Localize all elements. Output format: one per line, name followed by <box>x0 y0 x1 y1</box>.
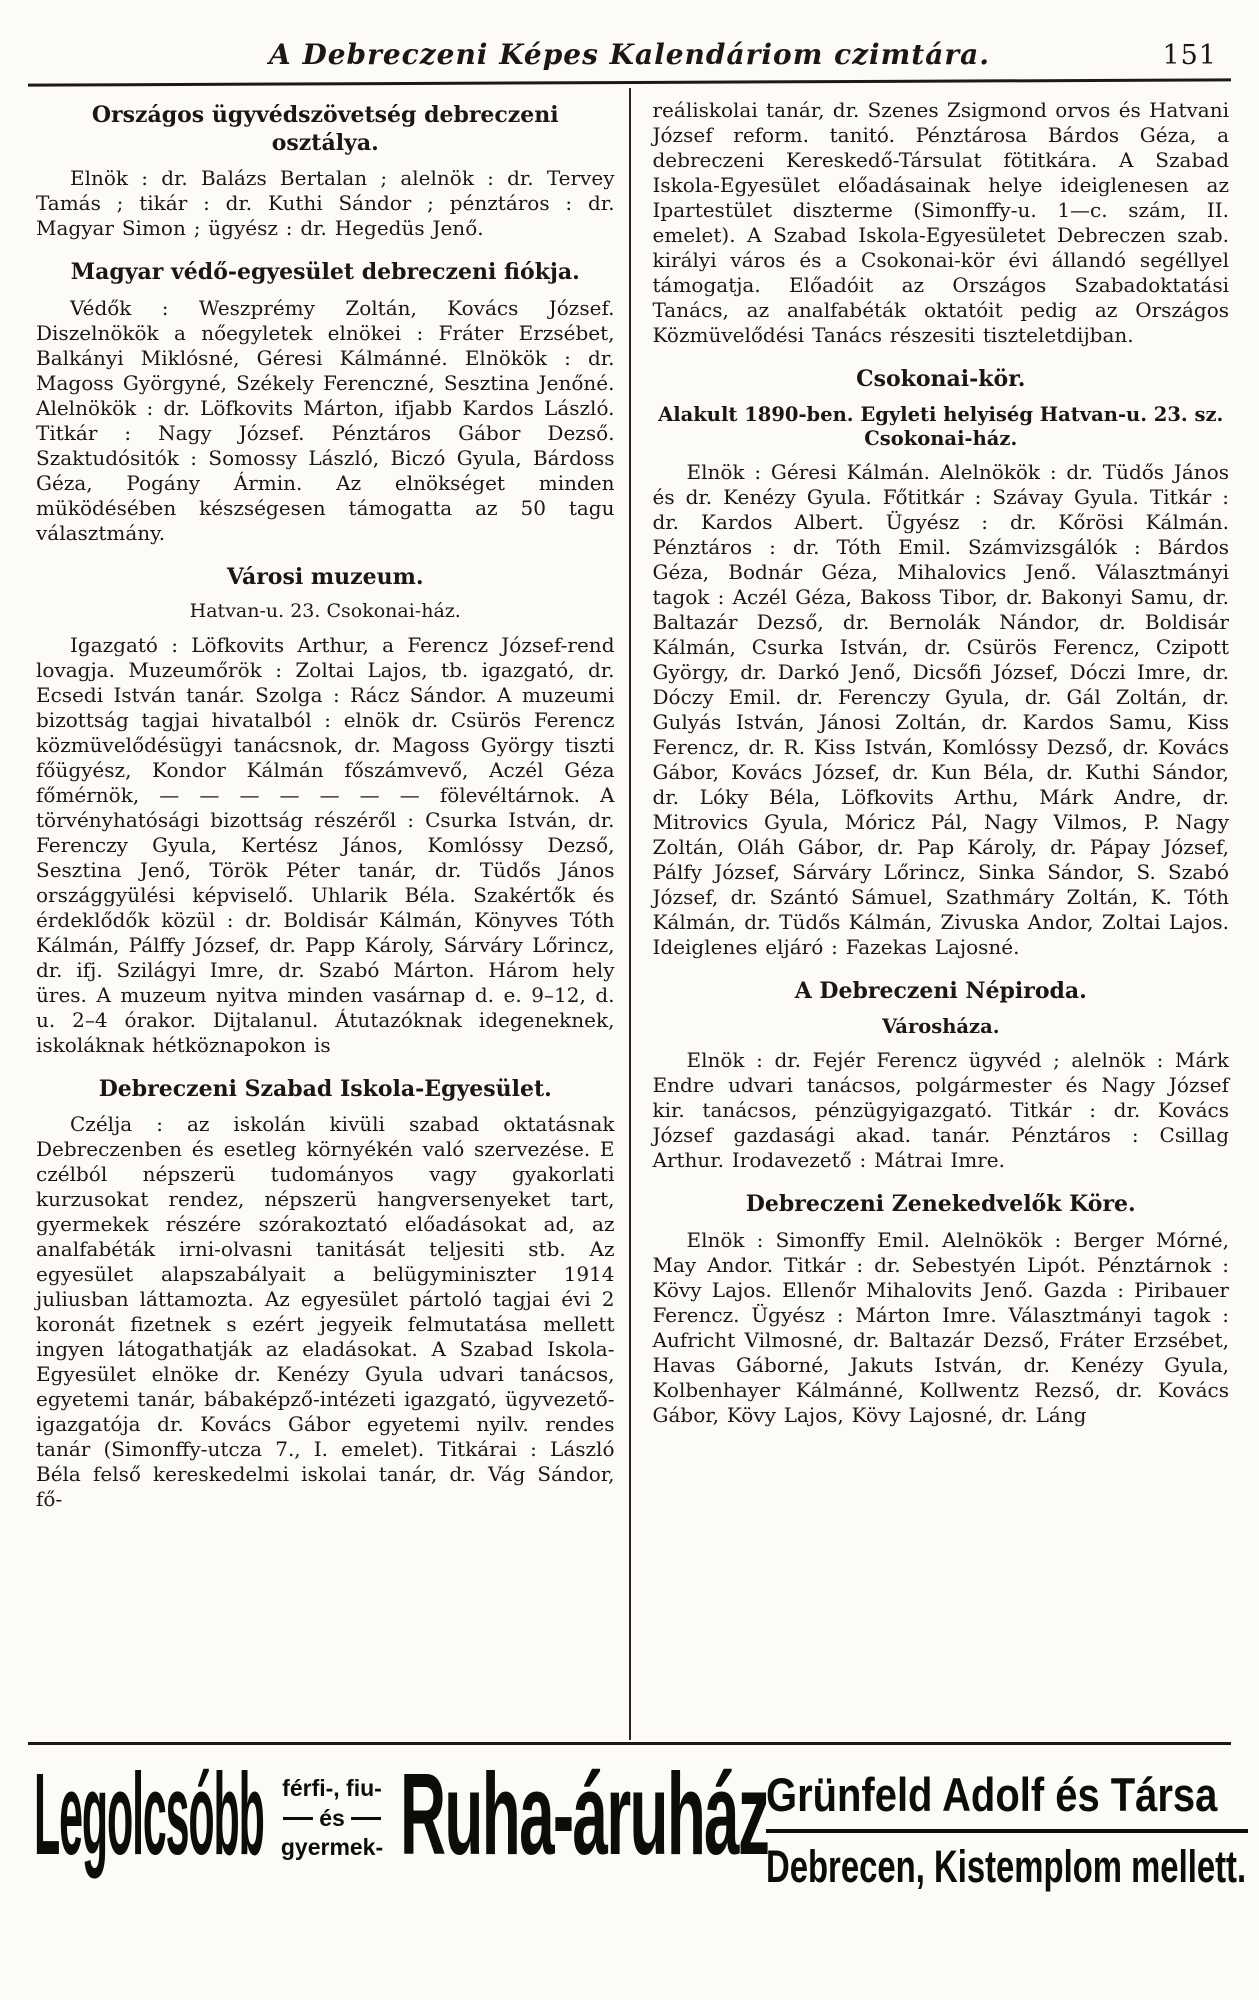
section-ugyvedszovetseg <box>36 102 615 241</box>
section-vedo-egyesulet <box>36 259 615 546</box>
section-csokonai-kor <box>653 366 1230 960</box>
section-szabad-iskola-continuation <box>653 98 1230 348</box>
section-subtitle: Alakult 1890-ben. Egyleti helyiség Hatvan-u. 23. sz. Csokonai-ház. <box>658 402 1224 450</box>
section-heading: Országos ügyvédszövetség debreczeni osztálya. <box>91 102 559 156</box>
section-paragraph: Elnök : dr. Balázs Bertalan ; alelnök : dr. Tervey Tamás ; tikár : dr. Kuthi Sándor ; pénztáros : dr. Magyar Simon ; ügyész : dr. Hegedüs Jenő. <box>36 166 615 240</box>
section-varosi-muzeum <box>36 564 615 1058</box>
left-column <box>28 88 629 1740</box>
section-heading: Magyar védő-egyesület debreczeni fiókja. <box>70 259 580 285</box>
header-rule <box>28 78 1231 86</box>
ad-mid-and: és <box>319 1804 345 1831</box>
section-paragraph: Elnök : Géresi Kálmán. Alelnökök : dr. Tüdős János és dr. Kenézy Gyula. Főtitkár : Szávay Gyula. Titkár : dr. Kardos Albert. Ügyész : dr. Kőrösi Kálmán. Pénztáros : dr. Tóth Emil. Számvizsgálók : Bárdos Géza, Bodnár Géza, Mihalovics Jenő. Választmányi tagok : Aczél Géza, Bakoss Tibor, dr. Bakonyi Samu, dr. Baltazár Dezső, dr. Bernolák Nándor, dr. Boldisár Kálmán, Csurka István, dr. Csürös Ferencz, Czipott György, dr. Darkó Jenő, Dicsőfi József, Dóczi Imre, dr. Dóczy Emil. dr. Ferenczy Gyula, dr. Gál Zoltán, dr. Gulyás István, Jánosi Zoltán, dr. Kardos Samu, Kiss Ferencz, dr. R. Kiss István, Komlóssy Dezső, dr. Kovács Gábor, Kovács József, dr. Kun Béla, dr. Kuthi Sándor, dr. Lóky Béla, Löfkovits Arthu, Márk Andre, dr. Mitrovics Gyula, Móricz Pál, Nagy Vilmos, P. Nagy Zoltán, Oláh Gábor, dr. Pap Károly, dr. Pápay József, Pálfy József, Sárváry Lőrincz, Sinka Sándor, S. Szabó József, dr. Szántó Sámuel, Szathmáry Zoltán, K. Tóth Kálmán, dr. Tüdős Kálmán, Zivuska Andor, Zoltai Lajos. Ideiglenes eljáró : Fazekas Lajosné. <box>652 460 1229 960</box>
ad-company-block <box>766 1767 1248 1893</box>
section-heading: Debreczeni Zenekedvelők Köre. <box>745 1191 1136 1218</box>
two-column-body <box>28 88 1231 1740</box>
ad-company-name: Grünfeld Adolf és Társa <box>766 1768 1218 1821</box>
section-subtitle: Hatvan-u. 23. Csokonai-ház. <box>189 600 461 622</box>
ad-mid-bottom: gyermek- <box>280 1834 384 1861</box>
section-paragraph: reáliskolai tanár, dr. Szenes Zsigmond orvos és Hatvani József reform. tanitó. Pénztárosa Bárdos Géza, a debreczeni Kereskedő-Társulat fötitkára. A Szabad Iskola-Egyesület előadásainak helye ideiglenesen az Ipartestület diszterme (Simonffy-u. 1—c. szám, II. emelet). A Szabad Iskola-Egyesületet Debreczen szab. királyi város és a Csokonai-kör évi állandó segéllyel támogatja. Előadóit az Országos Szabadoktatási Tanács, az analfabéták oktatóit pedig az Országos Közmüvelődési Tanács részesiti tiszteletdijban. <box>652 98 1229 347</box>
section-nepiroda <box>653 978 1230 1173</box>
ad-word-ruha-aruhaz: Ruha-áruház <box>400 1749 769 1879</box>
section-heading: A Debreczeni Népiroda. <box>794 978 1087 1005</box>
section-heading: Debreczeni Szabad Iskola-Egyesület. <box>98 1075 552 1102</box>
section-paragraph: Igazgató : Löfkovits Arthur, a Ferencz József-rend lovagja. Muzeumőrök : Zoltai Lajos, tb. igazgató, dr. Ecsedi István tanár. Szolga : Rácz Sándor. A muzeumi bizottság tagjai hivatalból : elnök dr. Csürös Ferencz közmüvelődésügyi tanácsnok, dr. Magoss György tiszti főügyész, Kondor Kálmán főszámvevő, Aczél Géza főmérnök, — — — — — — — fölevéltárnok. A törvényhatósági bizottság részéről : Csurka István, dr. Ferenczy Gyula, Kertész János, Komlóssy Dezső, Sesztina Jenő, Török Péter tanár, dr. Tüdős János országgyülési képviselő. Uhlarik Béla. Szakértők és érdeklődők közül : dr. Boldisár Kálmán, Könyves Tóth Kálmán, Pálffy József, dr. Papp Károly, Sárváry Lőrincz, dr. ifj. Szilágyi Imre, dr. Szabó Márton. Három hely üres. A muzeum nyitva minden vasárnap d. e. 9–12, d. u. 2–4 órakor. Dijtalanul. Átutazóknak idegeneknek, iskoláknak hétköznapokon is <box>36 632 615 1057</box>
right-column <box>631 88 1232 1740</box>
advertisement-banner <box>28 1745 1247 1970</box>
section-heading: Csokonai-kör. <box>856 366 1026 392</box>
section-szabad-iskola <box>36 1076 615 1513</box>
section-paragraph: Elnök : dr. Fejér Ferencz ügyvéd ; alelnök : Márk Endre udvari tanácsos, polgármester és Nagy József kir. tanácsos, pénzügyigazgató. Titkár : dr. Kovács József gazdasági akad. tanár. Pénztáros : Csillag Arthur. Irodavezető : Mátrai Imre. <box>652 1048 1229 1173</box>
ad-underline-rule <box>766 1829 1248 1833</box>
section-subtitle: Városháza. <box>881 1014 1000 1038</box>
ad-mid-top: férfi-, fiu- <box>282 1775 382 1801</box>
running-title: A Debreczeni Képes Kalendáriom czimtára. <box>268 38 991 71</box>
dash-rule <box>283 1817 313 1820</box>
dash-rule <box>351 1817 381 1820</box>
section-paragraph: Elnök : Simonffy Emil. Alelnökök : Berger Mórné, May Andor. Titkár : dr. Sebestyén Lipót. Pénztárnok : Kövy Lajos. Ellenőr Mihalovits Jenő. Gazda : Piribauer Ferencz. Ügyész : Márton Imre. Választmányi tagok : Aufricht Vilmosné, dr. Baltazár Dezső, Fráter Erzsébet, Havas Gáborné, Jakuts István, dr. Kenézy Gyula, Kolbenhayer Kálmánné, Kollwentz Rezső, dr. Kovács Gábor, Kövy Lajos, Kövy Lajosné, dr. Láng <box>652 1227 1229 1427</box>
ad-company-address: Debrecen, Kistemplom mellett. <box>766 1841 1247 1892</box>
section-zenekedvelok <box>653 1191 1230 1428</box>
section-paragraph: Védők : Weszprémy Zoltán, Kovács József. Diszelnökök a nőegyletek elnökei : Fráter Erzsébet, Balkányi Miklósné, Géresi Kálmánné. Elnökök : dr. Magoss Györgyné, Székely Ferenczné, Sesztina Jenőné. Alelnökök : dr. Löfkovits Márton, ifjabb Kardos László. Titkár : Nagy József. Pénztáros Gábor Dezső. Szaktudósitók : Somossy László, Biczó Gyula, Bárdoss Géza, Pogány Ármin. Az elnökséget minden müködésében készségesen támogatta az 50 tagu választmány. <box>36 295 615 545</box>
ad-mid-lines <box>270 1775 394 1862</box>
section-heading: Városi muzeum. <box>226 563 424 590</box>
section-paragraph: Czélja : az iskolán kivüli szabad oktatásnak Debreczenben és esetleg környékén való szervezése. E czélból népszerü tudományos vagy gyakorlati kurzusokat rendez, népszerü hangversenyeket tart, gyermekek részére szórakoztató előadásokat ad, az analfabéták irni-olvasni tanitását teljesiti stb. Az egyesület alapszabályait a belügyminiszter 1914 juliusban láttamozta. Az egyesület pártoló tagjai évi 2 koronát fizetnek s ezért jegyeik felmutatása mellett ingyen látogathatják az eladásokat. A Szabad Iskola-Egyesület elnöke dr. Kenézy Gyula udvari tanácsos, egyetemi tanár, bábaképző-intézeti igazgató, ügyvezető-igazgatója dr. Kovács Gábor egyetemi nyilv. rendes tanár (Simonffy-utcza 7., I. emelet). Titkárai : László Béla felső kereskedelmi iskolai tanár, dr. Vág Sándor, fő- <box>36 1112 615 1512</box>
ad-mid-and-row <box>270 1805 394 1833</box>
ad-word-legolcsobb: Legolcsóbb <box>34 1749 264 1879</box>
page-header <box>28 0 1231 84</box>
page-number: 151 <box>1162 40 1217 71</box>
